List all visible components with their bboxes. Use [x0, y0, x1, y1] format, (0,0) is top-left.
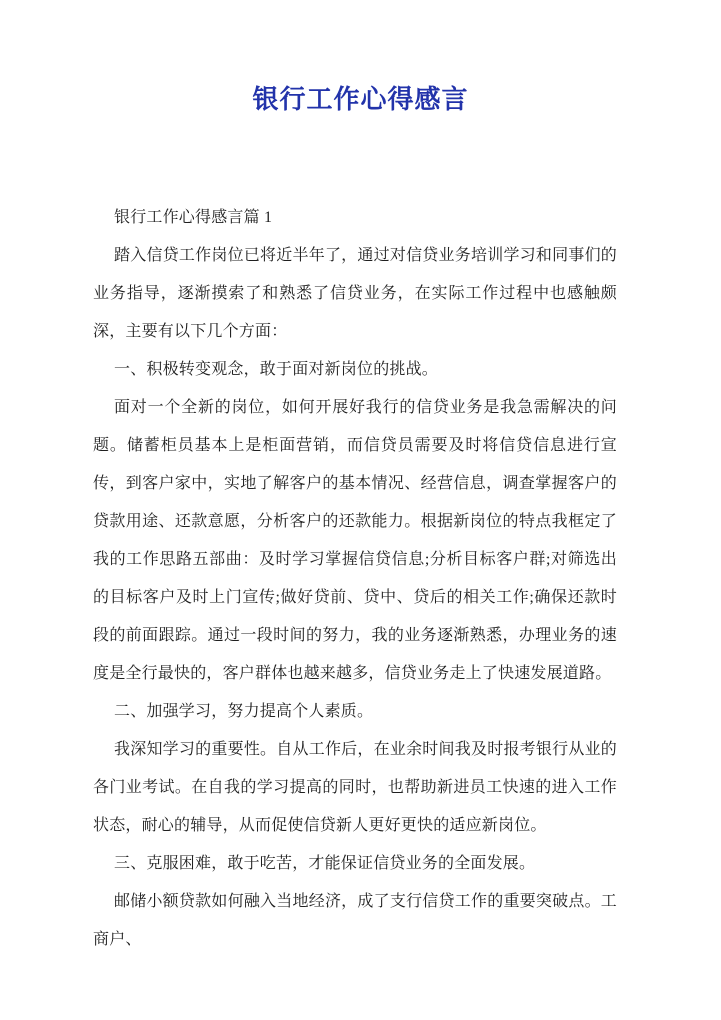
paragraph-section1-heading: 一、积极转变观念，敢于面对新岗位的挑战。 [114, 361, 439, 379]
paragraph-section3-body: 邮储小额贷款如何融入当地经济，成了支行信贷工作的重要突破点。工商户、 [93, 893, 617, 949]
paragraph-heading-part1: 银行工作心得感言篇 1 [114, 209, 273, 227]
paragraph-section2-heading: 二、加强学习，努力提高个人素质。 [114, 703, 374, 721]
paragraph-section2-body: 我深知学习的重要性。自从工作后，在业余时间我及时报考银行从业的各门业考试。在自我的学习提高的同时，也帮助新进员工快速的进入工作状态，耐心的辅导，从而促使信贷新人更好更快的适应新岗位。 [93, 741, 617, 835]
document-body [0, 199, 617, 959]
paragraph-section3-heading: 三、克服困难，敢于吃苦，才能保证信贷业务的全面发展。 [114, 855, 536, 873]
document-title: 银行工作心得感言 [252, 85, 469, 114]
paragraph-intro: 踏入信贷工作岗位已将近半年了，通过对信贷业务培训学习和同事们的业务指导，逐渐摸索了和熟悉了信贷业务，在实际工作过程中也感触颇深，主要有以下几个方面： [93, 247, 617, 341]
paragraph-section1-body: 面对一个全新的岗位，如何开展好我行的信贷业务是我急需解决的问题。储蓄柜员基本上是柜面营销，而信贷员需要及时将信贷信息进行宣传，到客户家中，实地了解客户的基本情况、经营信息，调查掌握客户的贷款用途、还款意愿，分析客户的还款能力。根据新岗位的特点我框定了我的工作思路五部曲：及时学习掌握信贷信息;分析目标客户群;对筛选出的目标客户及时上门宣传;做好贷前、贷中、贷后的相关工作;确保还款时段的前面跟踪。通过一段时间的努力，我的业务逐渐熟悉，办理业务的速度是全行最快的，客户群体也越来越多，信贷业务走上了快速发展道路。 [93, 399, 617, 683]
